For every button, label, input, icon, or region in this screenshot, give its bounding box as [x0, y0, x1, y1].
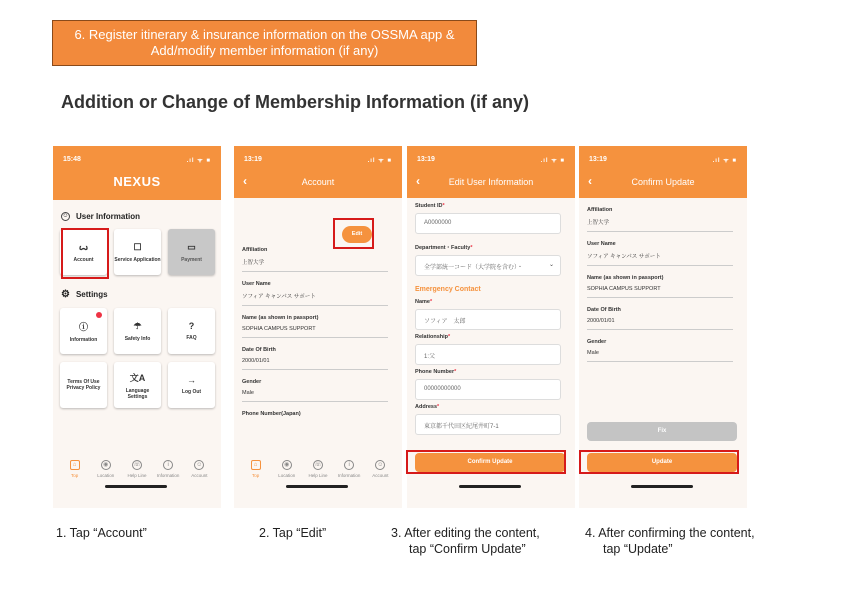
field-student-id: Student ID* A0000000	[415, 203, 561, 234]
nav-label: Top	[70, 473, 79, 478]
field-gender	[242, 379, 388, 402]
tile-label: Terms Of Use Privacy Policy	[66, 379, 101, 391]
department-value: 全学部統一コード（大学院を含む）・	[424, 265, 524, 271]
nav-label: Help Line	[308, 473, 328, 478]
home-icon: ⌂	[251, 460, 261, 470]
field-value: 2000/01/01	[587, 318, 733, 330]
status-time: 15:48	[63, 156, 81, 163]
back-arrow-icon[interactable]: ‹	[416, 174, 420, 188]
field-label: Date Of Birth	[587, 307, 621, 313]
emergency-contact-heading: Emergency Contact	[415, 286, 481, 293]
signal-icon: .ıl ᯤ ■	[712, 158, 737, 164]
highlight-account	[61, 228, 109, 279]
field-affiliation	[587, 207, 733, 232]
caption-line: tap “Update”	[603, 542, 673, 556]
screen-title: Confirm Update	[631, 177, 695, 187]
tile-log-out[interactable]	[168, 362, 215, 408]
field-name: Name* ソフィア 太郎	[415, 299, 561, 330]
caption-line: 1. Tap “Account”	[56, 526, 147, 540]
section-settings	[61, 289, 221, 300]
nav-location[interactable]	[273, 460, 301, 478]
screen-title: Edit User Information	[448, 177, 534, 187]
nav-label: Account	[191, 473, 208, 478]
info-icon: i	[344, 460, 354, 470]
tile-information[interactable]	[60, 308, 107, 354]
tile-label: Service Application	[114, 256, 161, 263]
back-arrow-icon[interactable]: ‹	[243, 174, 247, 188]
gear-icon: ⚙	[61, 289, 70, 300]
chevron-down-icon: ⌄	[548, 262, 554, 268]
caption-line: 3. After editing the content,	[391, 526, 540, 540]
nav-label: Location	[97, 473, 115, 478]
department-select[interactable]	[415, 255, 561, 276]
field-value: SOPHIA CAMPUS SUPPORT	[587, 286, 733, 298]
translate-icon: 文A	[129, 372, 146, 383]
highlight-edit	[333, 218, 374, 249]
app-title: NEXUS	[113, 173, 161, 189]
app-header	[579, 146, 747, 198]
tile-label: Log Out	[181, 389, 202, 395]
bottom-nav	[234, 460, 402, 478]
page-heading: Addition or Change of Membership Information (if any)	[61, 92, 529, 112]
update-button[interactable]: Update	[587, 453, 737, 472]
student-id-input[interactable]: A0000000	[415, 213, 561, 234]
field-phone: Phone Number* 00000000000	[415, 369, 561, 400]
field-label: Name (as shown in passport)	[587, 275, 664, 281]
tile-payment[interactable]	[168, 229, 215, 275]
screen-title: Account	[301, 177, 335, 187]
user-circle-icon: ☺	[62, 213, 69, 219]
field-date-of-birth	[242, 347, 388, 370]
nav-top[interactable]	[242, 460, 270, 478]
info-icon: ⓘ	[78, 321, 88, 332]
field-affiliation	[242, 247, 388, 272]
tile-safety-info[interactable]	[114, 308, 161, 354]
nav-label: Help Line	[127, 473, 147, 478]
field-label: Gender	[587, 339, 607, 345]
signal-icon: .ıl ᯤ ■	[367, 158, 392, 164]
status-bar	[579, 146, 747, 166]
field-passport-name	[587, 275, 733, 298]
info-icon: i	[163, 460, 173, 470]
field-label: Department・Faculty	[415, 245, 471, 251]
nav-top[interactable]	[61, 460, 89, 478]
app-header	[234, 146, 402, 198]
nav-label: Information	[337, 473, 361, 478]
field-gender	[587, 339, 733, 362]
field-label: User Name	[242, 281, 271, 287]
section-label: User Information	[76, 212, 141, 221]
banner-line-2: Add/modify member information (if any)	[150, 43, 379, 58]
person-icon: ꙍ	[78, 241, 89, 252]
caption-step-2	[259, 525, 326, 541]
tile-label: Information	[69, 336, 98, 343]
app-header	[53, 146, 221, 200]
nav-label: Top	[251, 473, 260, 478]
tile-language-settings[interactable]	[114, 362, 161, 408]
field-label: Phone Number(Japan)	[242, 411, 301, 417]
highlight-confirm-update	[406, 450, 566, 474]
tile-label: Account	[73, 256, 94, 263]
tile-label: Payment	[181, 256, 202, 263]
caption-line: 2. Tap “Edit”	[259, 526, 327, 540]
tile-label: Safety Info	[124, 335, 151, 342]
phone-icon: ☏	[133, 462, 141, 468]
caption-line: tap “Confirm Update”	[409, 542, 526, 556]
nav-help-line[interactable]	[304, 460, 332, 478]
logout-icon: →	[187, 375, 196, 385]
field-label: Affiliation	[587, 207, 613, 213]
tile-service-application[interactable]	[114, 229, 161, 275]
tile-label: Language Settings	[125, 387, 150, 400]
edit-button[interactable]: Edit	[342, 226, 372, 243]
location-icon: ◉	[282, 460, 292, 470]
nav-account[interactable]	[185, 460, 213, 478]
field-value: ソフィア キャンパス サポート	[587, 252, 733, 266]
field-department: Department・Faculty* 全学部統一コード（大学院を含む）・ ⌄	[415, 243, 561, 276]
field-label: Phone Number	[415, 369, 455, 375]
bottom-nav	[53, 460, 221, 478]
home-indicator	[459, 485, 521, 488]
step-banner	[52, 20, 477, 66]
field-label: Address	[415, 404, 438, 410]
address-input[interactable]: 東京都千代田区紀尾井町7-1	[415, 414, 561, 435]
caption-step-4	[585, 525, 755, 557]
nav-information[interactable]	[154, 460, 182, 478]
nav-help-line[interactable]	[123, 460, 151, 478]
tile-terms[interactable]	[60, 362, 107, 408]
field-label: Name (as shown in passport)	[242, 315, 319, 321]
book-icon: ☐	[133, 241, 142, 252]
field-address: Address* 東京都千代田区紀尾井町7-1	[415, 404, 561, 435]
field-label: Date Of Birth	[242, 347, 276, 353]
nav-location[interactable]	[92, 460, 120, 478]
status-bar	[407, 146, 575, 166]
app-header	[407, 146, 575, 198]
field-value: SOPHIA CAMPUS SUPPORT	[242, 326, 388, 338]
field-passport-name	[242, 315, 388, 338]
caption-line: 4. After confirming the content,	[585, 526, 755, 540]
phone-screen-home	[53, 146, 221, 508]
field-phone-number	[242, 411, 388, 417]
home-indicator	[631, 485, 693, 488]
location-icon: ◉	[101, 460, 111, 470]
name-input[interactable]: ソフィア 太郎	[415, 309, 561, 330]
account-icon: ☺	[377, 462, 384, 468]
nav-account[interactable]	[366, 460, 394, 478]
status-time: 13:19	[244, 156, 262, 163]
account-icon: ☺	[196, 462, 203, 468]
status-bar	[234, 146, 402, 166]
highlight-update	[579, 450, 739, 474]
caption-step-1	[56, 525, 147, 541]
field-label: Relationship	[415, 334, 449, 340]
caption-step-3	[391, 525, 540, 557]
field-label: Name	[415, 299, 430, 305]
field-user-name	[587, 241, 733, 266]
signal-icon: .ıl ᯤ ■	[186, 158, 211, 164]
field-date-of-birth	[587, 307, 733, 330]
field-relationship: Relationship* 1:父	[415, 334, 561, 365]
field-value: Male	[587, 350, 733, 362]
nav-information[interactable]	[335, 460, 363, 478]
notification-dot	[96, 312, 102, 318]
field-label: Student ID	[415, 203, 443, 209]
phone-icon: ☏	[314, 462, 322, 468]
back-arrow-icon[interactable]: ‹	[588, 174, 592, 188]
field-label: Gender	[242, 379, 262, 385]
status-time: 13:19	[589, 156, 607, 163]
status-bar	[53, 146, 221, 166]
phone-screen-account	[234, 146, 402, 508]
home-indicator	[105, 485, 167, 488]
field-value: Male	[242, 390, 388, 402]
phone-input[interactable]: 00000000000	[415, 379, 561, 400]
field-value: 2000/01/01	[242, 358, 388, 370]
fix-button[interactable]: Fix	[587, 422, 737, 441]
confirm-update-button[interactable]: Confirm Update	[415, 453, 565, 472]
banner-line-1: 6. Register itinerary & insurance information on the OSSMA app &	[74, 27, 455, 42]
nav-label: Account	[372, 473, 389, 478]
home-indicator	[286, 485, 348, 488]
tile-grid-settings	[60, 308, 221, 354]
nav-label: Information	[156, 473, 180, 478]
question-icon: ?	[188, 321, 195, 331]
card-icon: ▭	[187, 241, 196, 252]
nav-label: Location	[278, 473, 296, 478]
relationship-input[interactable]: 1:父	[415, 344, 561, 365]
field-label: Affiliation	[242, 247, 268, 253]
field-value: ソフィア キャンパス サポート	[242, 292, 388, 306]
section-label: Settings	[75, 290, 108, 299]
shield-icon: ☂	[133, 320, 142, 331]
tile-grid-misc	[60, 362, 221, 408]
field-value: 上智大学	[587, 218, 733, 232]
signal-icon: .ıl ᯤ ■	[540, 158, 565, 164]
tile-label: FAQ	[186, 335, 197, 341]
status-time: 13:19	[417, 156, 435, 163]
tile-faq[interactable]	[168, 308, 215, 354]
home-icon: ⌂	[70, 460, 80, 470]
field-value: 上智大学	[242, 258, 388, 272]
field-user-name	[242, 281, 388, 306]
section-user-information	[61, 212, 221, 221]
field-label: User Name	[587, 241, 616, 247]
